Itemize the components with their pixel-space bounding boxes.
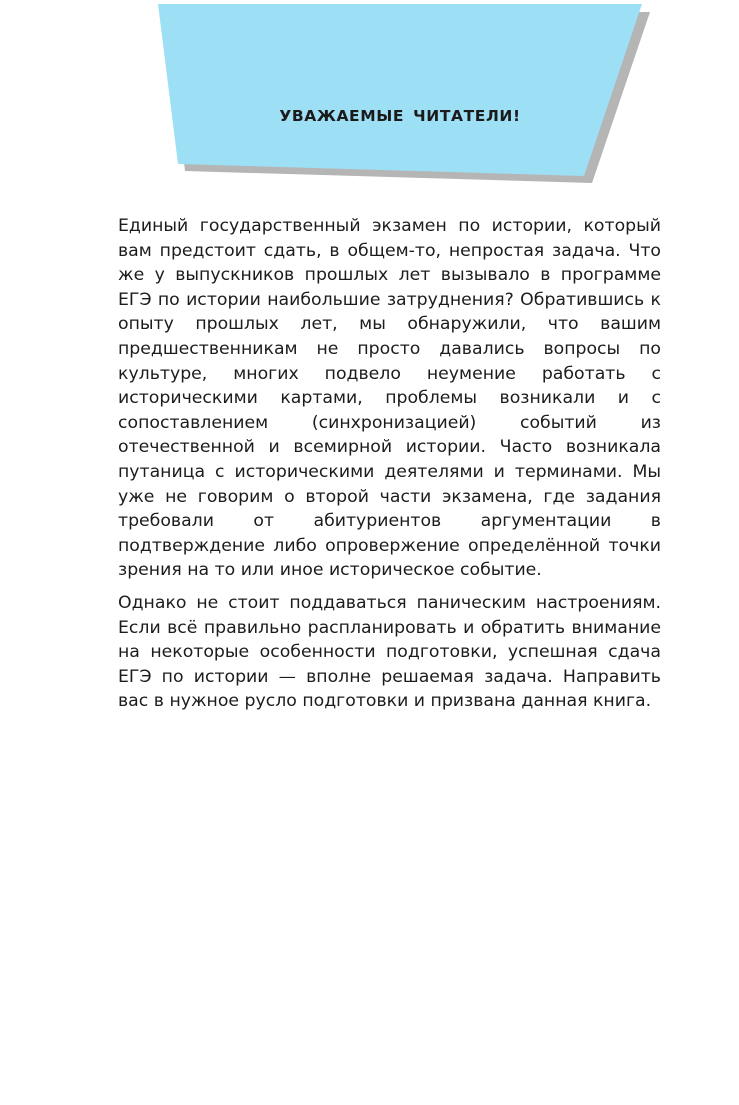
banner-shape — [0, 0, 739, 190]
paragraph: Единый государственный экзамен по истории, который вам предстоит сдать, в общем-то, непростая задача. Что же у выпускников прошлых лет вызывало в программе ЕГЭ по истории наибольшие затруднения? Обратившись к опыту прошлых лет, мы обнаружили, что вашим предшественникам не просто давались вопросы по культуре, многих подвело неумение работать с историческими картами, проблемы возникали и с сопоставлением (синхронизацией) событий из отечественной и всемирной истории. Часто возникала путаница с историческими деятелями и терминами. Мы уже не говорим о второй части экзамена, где задания требовали от абитуриентов аргументации в подтверждение либо опровержение определённой точки зрения на то или иное историческое событие. — [118, 216, 661, 581]
header-banner — [0, 0, 739, 190]
banner-panel — [158, 4, 642, 176]
page-title: УВАЖАЕМЫЕ ЧИТАТЕЛИ! — [279, 107, 521, 125]
paragraph: Однако не стоит поддаваться паническим настроениям. Если всё правильно распланировать и обратить внимание на некоторые особенности подготовки, успешная сдача ЕГЭ по истории — вполне решаемая задача. Направить вас в нужное русло подготовки и призвана данная книга. — [118, 592, 661, 712]
intro-text — [118, 214, 661, 722]
